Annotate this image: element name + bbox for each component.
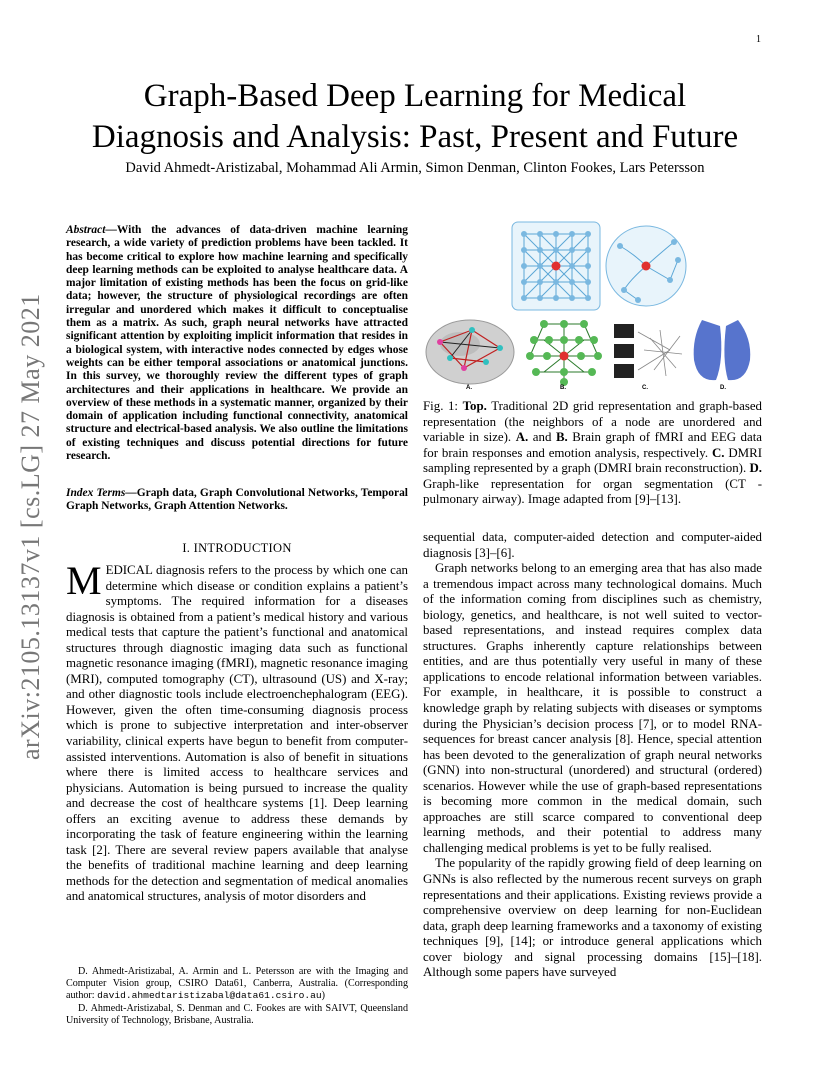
- grid-graph-illustration: [512, 222, 600, 310]
- abstract-label: Abstract: [66, 224, 106, 236]
- figure-1-caption: Fig. 1: Top. Traditional 2D grid representation and graph-based representation (the neighbors of a node are unordered and variable in size). A. and B. Brain graph of fMRI and EEG data for brain responses and emotion analysis, respectively. C. DMRI sampling represented by a graph (DMRI brain reconstruction). D. Graph-like representation for organ segmentation (CT -pulmonary airway). Image adapted from [9]–[13].: [423, 399, 763, 506]
- footnote-affiliation-1: D. Ahmedt-Aristizabal, A. Armin and L. Petersson are with the Imaging and Computer Vision group, CSIRO Data61, Canberra, Australia. (Corresponding author: david.ahmedtaristizabal@data61.csiro.au): [66, 966, 408, 1002]
- index-terms-label: Index Terms: [66, 487, 126, 499]
- right-column-body: [423, 530, 762, 981]
- title-line-2: Diagnosis and Analysis: Past, Present and Future: [91, 119, 739, 155]
- paper-title: [60, 76, 770, 158]
- figure-label-c: C.: [642, 385, 648, 390]
- irregular-graph-illustration: [606, 226, 686, 306]
- arxiv-stamp: arXiv:2105.13137v1 [cs.LG] 27 May 2021: [16, 293, 45, 760]
- paragraph-continuation: sequential data, computer-aided detection and computer-aided diagnosis [3]–[6].: [423, 530, 762, 560]
- footnotes: [66, 966, 408, 1027]
- figure-label-b: B.: [560, 385, 566, 390]
- brain-graph-a: [426, 320, 514, 384]
- paragraph-graph-networks: Graph networks belong to an emerging area that has also made a tremendous impact across many technological domains. Much of the information coming from disciplines such as chemistry, biology, genetics, and healthcare, is not well suited to vector-based representations, and instead requires complex data structures. Graphs inherently capture relationships between entities, and are thus potentially very useful in many of these applications to encode relational information between variables. For example, in healthcare, it is possible to construct a knowledge graph by relating subjects with diseases or symptoms during the Physician’s decision process [7], or to model RNA-sequences for breast cancer analysis [8]. Hence, special attention has been devoted to the generalization of graph neural networks (GNN) into non-structural (unordered) and structural (ordered) scenarios. However while the use of graph-based representations is becoming more common in the medical domain, such approaches are still scarce compared to conventional deep learning methods, and their potential to address many challenging medical problems is yet to be fully realised.: [423, 561, 762, 855]
- section-heading: I. INTRODUCTION: [182, 541, 292, 555]
- eeg-graph-b: [526, 320, 602, 386]
- airway-graph-d: [694, 320, 751, 380]
- paragraph-gnn-surveys: The popularity of the rapidly growing field of deep learning on GNNs is also reflected by the numerous recent surveys on graph representations and their applications. Existing reviews provide a comprehensive overview on deep learning for non-Euclidean data, graph deep learning frameworks and a taxonomy of existing techniques [9], [14]; or introduce general applications which cover biology and signal processing domains [15]–[18]. Although some papers have surveyed: [423, 856, 762, 980]
- index-terms-text: —Graph data, Graph Convolutional Networks, Temporal Graph Networks, Graph Attention Networks.: [66, 487, 408, 513]
- dmri-graph-c: [614, 324, 682, 378]
- title-line-1: Graph-Based Deep Learning for Medical: [143, 78, 687, 114]
- abstract-text: —With the advances of data-driven machine learning research, a wide variety of prediction problems have been tackled. It has become critical to explore how machine learning and specifically deep learning methods can be exploited to analyse healthcare data. A major limitation of existing methods has been the focus on grid-like data; however, the structure of physiological recordings are often irregular and unordered which makes it difficult to conceptualise them as a matrix. As such, graph neural networks have attracted significant attention by exploiting implicit information that resides in a biological system, with interactive nodes connected by edges whose weights can be either temporal associations or anatomical junctions. In this survey, we thoroughly review the different types of graph architectures and their applications in healthcare. We provide an overview of these methods in a systematic manner, organized by their domain of application including functional connectivity, anatomical structure and electrical-based analysis. We also outline the limitations of existing techniques and discuss potential directions for future research.: [66, 224, 408, 463]
- index-terms: [66, 487, 408, 514]
- footnote-affiliation-2: D. Ahmedt-Aristizabal, S. Denman and C. Fookes are with SAIVT, Queensland University of Technology, Brisbane, Australia.: [66, 1002, 408, 1026]
- author-email-link[interactable]: david.ahmedtaristizabal@data61.csiro.au: [97, 990, 322, 1002]
- introduction-paragraph: [66, 558, 408, 905]
- figure-label-d: D.: [720, 385, 726, 390]
- page-number: 1: [756, 34, 761, 45]
- intro-text: EDICAL diagnosis refers to the process by which one can determine which disease or condition explains a patient’s symptoms. The required information for a diseases diagnosis is obtained from a patient’s medical history and various medical tests that capture the patient’s functional and anatomical structures through diagnostic imaging data such as functional magnetic resonance imaging (fMRI), magnetic resonance imaging (MRI), computed tomography (CT), ultrasound (US) and X-ray; and other diagnostic tools include electroenchephalogram (EEG). However, given the often time-consuming diagnosis process which is prone to subjective interpretation and inter-observer variability, clinical experts have begun to benefit from computer-assisted interventions. Automation is also of benefit in situations where there is limited access to healthcare services and physicians. Automation is being pursued to increase the quality and decrease the cost of healthcare systems [1]. Deep learning offers an exciting avenue to address these demands by incorporating the task of feature engineering within the learning task [2]. There are several review papers available that analyse the benefits of traditional machine learning and deep learning methods for the detection and segmentation of medical anomalies and anatomical structures, analysis of motor disorders and: [66, 563, 408, 904]
- figure-1: [424, 220, 762, 390]
- drop-cap: M: [66, 558, 102, 603]
- figure-label-a: A.: [466, 385, 472, 390]
- abstract: [66, 224, 408, 463]
- author-list: David Ahmedt-Aristizabal, Mohammad Ali Armin, Simon Denman, Clinton Fookes, Lars Petersson: [125, 160, 705, 176]
